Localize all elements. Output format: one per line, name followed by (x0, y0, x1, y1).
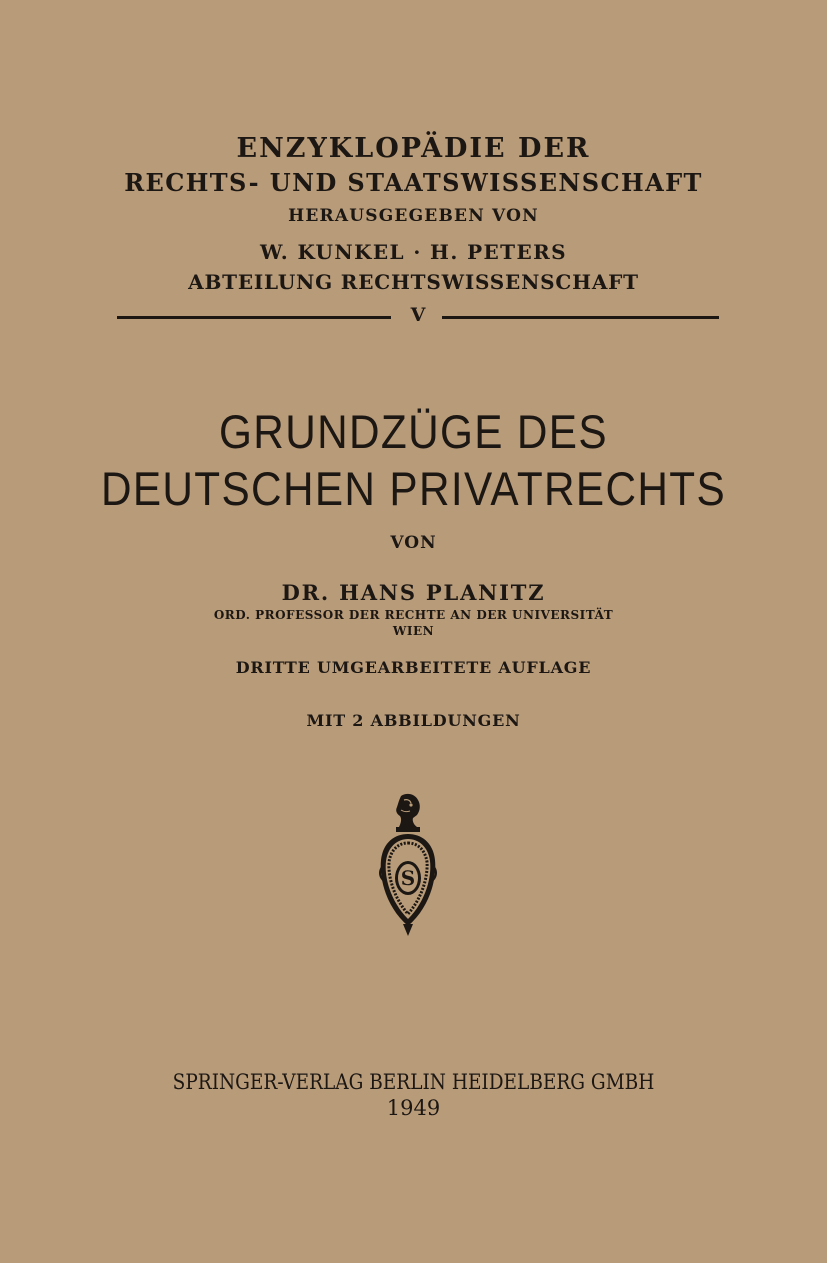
editors-intro: HERAUSGEGEBEN VON (288, 206, 539, 226)
series-title-line-1: ENZYKLOPÄDIE DER (236, 133, 591, 164)
publisher: SPRINGER-VERLAG BERLIN HEIDELBERG GMBH (172, 1070, 655, 1094)
series-title-line-2: RECHTS- UND STAATSWISSENSCHAFT (124, 168, 703, 197)
book-title-line-2: DEUTSCHEN PRIVATRECHTS (100, 462, 727, 515)
logo-monogram: S (400, 866, 416, 890)
volume-number: V (410, 304, 426, 326)
author-role: ORD. PROFESSOR DER RECHTE AN DER UNIVERSITÄT (213, 608, 614, 622)
department: ABTEILUNG RECHTSWISSENSCHAFT (188, 270, 639, 294)
by-label: VON (390, 533, 437, 553)
divider-right (442, 316, 719, 319)
publication-year: 1949 (386, 1096, 441, 1120)
edition: DRITTE UMGEARBEITETE AUFLAGE (235, 658, 592, 677)
editors: W. KUNKEL · H. PETERS (260, 240, 567, 264)
illustrations-note: MIT 2 ABBILDUNGEN (306, 711, 521, 730)
author-city: WIEN (392, 624, 435, 638)
springer-knight-logo-icon (377, 790, 439, 938)
book-title-line-1: GRUNDZÜGE DES (219, 405, 608, 458)
divider-left (117, 316, 391, 319)
author-name: DR. HANS PLANITZ (281, 580, 546, 605)
